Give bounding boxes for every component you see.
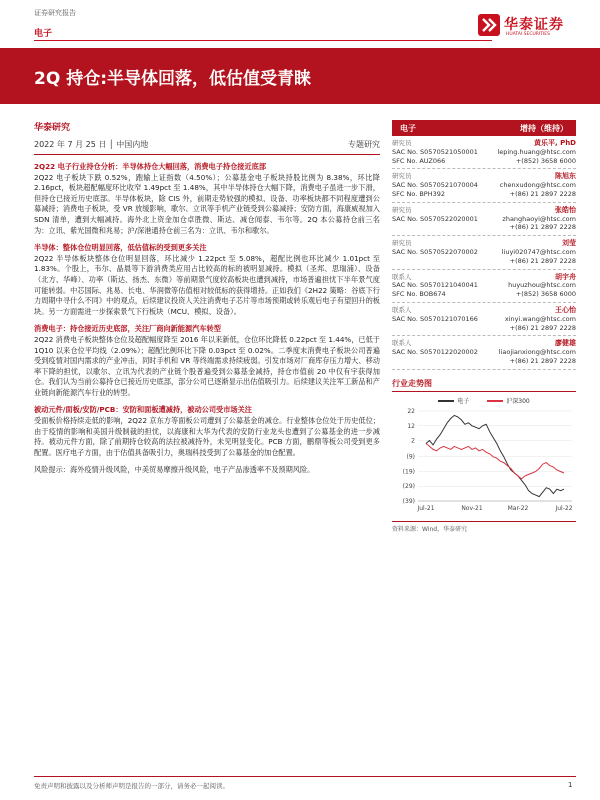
analyst-name: 陈旭东 [555, 172, 576, 181]
analyst-card [392, 203, 576, 236]
footer-divider [34, 776, 576, 777]
y-tick-label: (19) [402, 468, 415, 476]
legend-swatch [487, 400, 503, 402]
analyst-line [392, 357, 576, 366]
analyst-line [392, 157, 576, 166]
section-body: 2Q22 半导体板块整体仓位明显回落，环比减少 1.22pct 至 5.08%，超配比例也环比减少 1.01pct 至 1.83%。个股上，韦尔、晶晨等下游消费类应用占比较高的标的被明显减持。模拟（圣邦、思瑞浦）、设备（北方、华峰）、功率（斯达、扬杰、东微）等前期景气度较高板块也遭到减持，市场普遍担忧下半年景气度可能转弱。中芯国际、兆易、长电、华润微等估值相对较低标的获得增持。正如我们《2H22 策略：谷底下行力周期中寻什么不同》中的观点，后续建议投资人关注消费电子芯片等市场预期或转乐观后电子有望回升的板块。另一方面需进一步探索景气下行板块（MCU、模拟、设备）。 [34, 253, 380, 316]
analyst-line [392, 324, 576, 333]
legend-item-electronics [438, 396, 469, 405]
rating: 增持（维持） [520, 123, 568, 133]
analyst-phone: +(86) 21 2897 2228 [509, 223, 576, 232]
sac-number: SAC No. S0570122020002 [392, 348, 478, 357]
section-body: 受面板价格持续走低的影响，2Q22 京东方等面板公司遭到了公募基金的减仓。行业整体仓位处于历史低位；由于疫情的影响和美国升级制裁的担忧，以海康和大华为代表的安防行业龙头也遭到了公募基金的进一步减持。被动元件方面，除了前期持仓较高的法拉被减持外，未见明显变化。PCB 方面，鹏鼎等板公司受到更多配置。医疗电子方面，由于估值具备吸引力，奥瑞科技受到了公募基金的加仓配置。 [34, 416, 380, 457]
analyst-card [392, 136, 576, 169]
analyst-list [392, 136, 576, 370]
analyst-phone: +(86) 21 2897 2228 [509, 189, 576, 198]
page-number: 1 [568, 781, 573, 789]
logo-text-cn: 华泰证券 [504, 17, 564, 33]
analyst-line [392, 315, 576, 324]
analyst-email[interactable]: zhanghaoyi@htsc.com [502, 214, 576, 223]
analyst-email[interactable]: huyuzhou@htsc.com [508, 281, 576, 290]
chart-legend [392, 396, 576, 405]
sac-number: SAC No. S0570521050001 [392, 147, 478, 156]
legend-label: 电子 [457, 397, 470, 405]
logo-mark-icon [476, 12, 502, 38]
sfc-number: SFC No. BPH392 [392, 189, 445, 198]
analyst-phone: +(86) 21 2897 2228 [509, 356, 576, 365]
chart-title: 行业走势图 [392, 378, 576, 392]
section-body: 2Q22 电子板块下跌 0.52%，跑输上证指数（4.50%）；公募基金电子板块持股比例为 8.38%，环比降 2.16pct，板块超配幅度环比收窄 1.49pct 至 1.48%，其中半导体持仓大幅下降，消费电子虽进一步下滑，但持仓已接近历史底部。半导体板块，除 CIS 外，前期走势较强的模拟、设备、功率板块都不同程度遭到公募减持；消费电子板块，受 VR 放缓影响，歌尔、立讯等手机产业链受到公募减持；安防方面，海康威视加入 SDN 清单，遭到大幅减持。海外北上资金加仓卓胜微、斯达、减仓闻泰、韦尔等。2Q 本公募持仓前三名为：立讯、紫光国微和兆易；沪/深港通持仓前三名为：立讯、韦尔和歌尔。 [34, 172, 380, 235]
analyst-phone: +(852) 3658 6000 [515, 290, 576, 299]
analyst-phone: +(86) 21 2897 2228 [509, 256, 576, 265]
legend-label: 沪深300 [506, 397, 530, 405]
analyst-card [392, 336, 576, 369]
analyst-role: 联系人 [392, 272, 412, 281]
header-divider [34, 40, 492, 41]
analyst-email[interactable]: chenxudong@htsc.com [499, 181, 576, 190]
x-tick-label: Jul-21 [417, 504, 435, 512]
section-heading: 被动元件/面板/安防/PCB：安防和面板遭减持，被动公司受市场关注 [34, 405, 252, 415]
section-overview [34, 162, 380, 236]
analyst-line [392, 223, 576, 232]
brand-logo [476, 10, 576, 42]
section-heading: 消费电子：持仓接近历史底部，关注厂商向新能源汽车转型 [34, 324, 221, 334]
analyst-line [392, 257, 576, 266]
analyst-role: 联系人 [392, 305, 412, 314]
analyst-email[interactable]: liuyi020747@htsc.com [501, 247, 576, 256]
analyst-email[interactable]: leping.huang@htsc.com [497, 147, 576, 156]
section-heading: 2Q22 电子行业持仓分析：半导体持仓大幅回落，消费电子持仓接近底部 [34, 162, 267, 171]
analyst-line [392, 348, 576, 357]
sac-number: SAC No. S0570121070166 [392, 314, 478, 323]
section-components [34, 405, 380, 458]
x-tick-label: Nov-21 [461, 504, 483, 512]
sfc-number: SFC No. AUZ066 [392, 156, 446, 165]
risk-warning [34, 465, 380, 476]
section-consumer-electronics [34, 324, 380, 398]
org-name: 华泰研究 [34, 123, 71, 133]
x-tick-label: Mar-22 [507, 504, 529, 512]
y-tick-label: (9) [406, 453, 415, 461]
section-body: 2Q22 消费电子板块整体仓位及超配幅度降至 2016 年以来新低，仓位环比降低 0.22pct 至 1.44%，已低于 1Q10 以来仓位平均线（2.09%）；超配比例环比下降 0.03pct 至 0.02%。二季度末消费电子板块公司普遍受到疫情对国内需求的产业冲击，同时手机和 VR 等终端需求持续疲弱。引发市场对厂商库存压力增大、移动率下降的担忧，以歌尔、立讯为代表的产业链个股普遍受到公募基金减持，持仓市值前 20 中仅有宇获得加仓。我们认为当前公募持仓已接近历史底部，部分公司已逐渐显示出估值吸引力。后续建议关注军工新品和产业链向新能源汽车行业的转型。 [34, 334, 380, 397]
y-tick-label: 2 [411, 437, 415, 445]
sac-number: SAC No. S0570522020001 [392, 214, 478, 223]
analyst-line [392, 190, 576, 199]
meta-row [34, 139, 380, 155]
main-column [34, 120, 380, 476]
analyst-email[interactable]: liaojianxiong@htsc.com [498, 348, 576, 357]
analyst-name: 胡宇舟 [555, 272, 576, 281]
analyst-line [392, 290, 576, 299]
sac-number: SAC No. S0570521070004 [392, 181, 478, 190]
series-line [426, 415, 564, 496]
logo-text-en: HUATAI SECURITIES [506, 32, 551, 37]
section-heading: 半导体：整体仓位明显回落，低估值标的受到更多关注 [34, 243, 207, 253]
analyst-phone: +(86) 21 2897 2228 [509, 323, 576, 332]
series-line [426, 443, 564, 478]
sac-number: SAC No. S0570522070002 [392, 247, 478, 256]
report-kind: 专题研究 [348, 140, 380, 149]
chart-source: 资料来源：Wind，华泰研究 [392, 521, 576, 533]
analyst-email[interactable]: xinyi.wang@htsc.com [504, 314, 576, 323]
sector-label: 电子 [34, 29, 53, 39]
analyst-name: 刘莹 [562, 239, 576, 248]
y-tick-label: (29) [402, 482, 415, 490]
footer-disclaimer: 免责声明和披露以及分析师声明是报告的一部分，请务必一起阅读。 [34, 782, 229, 790]
risk-text: 风险提示：海外疫情升级风险，中美贸易摩擦升级风险，电子产品渗透率不及预期风险。 [34, 465, 315, 475]
analyst-line [392, 248, 576, 257]
analyst-role: 研究员 [392, 139, 412, 147]
rating-bar [392, 120, 576, 136]
analyst-line [392, 281, 576, 290]
analyst-role: 研究员 [392, 205, 412, 214]
legend-item-csi300 [487, 396, 529, 405]
y-tick-label: 12 [407, 422, 415, 430]
date-region: 2022 年 7 月 25 日 │ 中国内地 [34, 140, 149, 149]
report-type-label: 证券研究报告 [34, 9, 76, 17]
sfc-number: SFC No. BOB674 [392, 290, 446, 299]
analyst-line [392, 181, 576, 190]
analyst-card [392, 303, 576, 336]
analyst-name: 黄乐平, PhD [533, 139, 576, 147]
y-tick-label: (39) [402, 497, 415, 505]
sidebar [392, 120, 576, 533]
legend-swatch [438, 400, 454, 402]
analyst-role: 研究员 [392, 172, 412, 181]
x-tick-label: Jul-22 [555, 504, 573, 512]
report-title: 2Q 持仓:半导体回落，低估值受青睐 [34, 69, 311, 89]
y-tick-label: 22 [407, 407, 415, 415]
sac-number: SAC No. S0570121040041 [392, 281, 478, 290]
analyst-line [392, 215, 576, 224]
section-semiconductor [34, 243, 380, 317]
analyst-role: 联系人 [392, 339, 412, 348]
performance-chart [392, 405, 576, 515]
analyst-card [392, 270, 576, 303]
sidebar-sector: 电子 [400, 123, 416, 133]
analyst-name: 王心怡 [555, 305, 576, 314]
analyst-line [392, 148, 576, 157]
analyst-card [392, 169, 576, 202]
analyst-name: 廖健雄 [555, 339, 576, 348]
analyst-card [392, 236, 576, 269]
analyst-phone: +(852) 3658 6000 [515, 156, 576, 165]
analyst-role: 研究员 [392, 239, 412, 248]
analyst-name: 张皓怡 [555, 205, 576, 214]
